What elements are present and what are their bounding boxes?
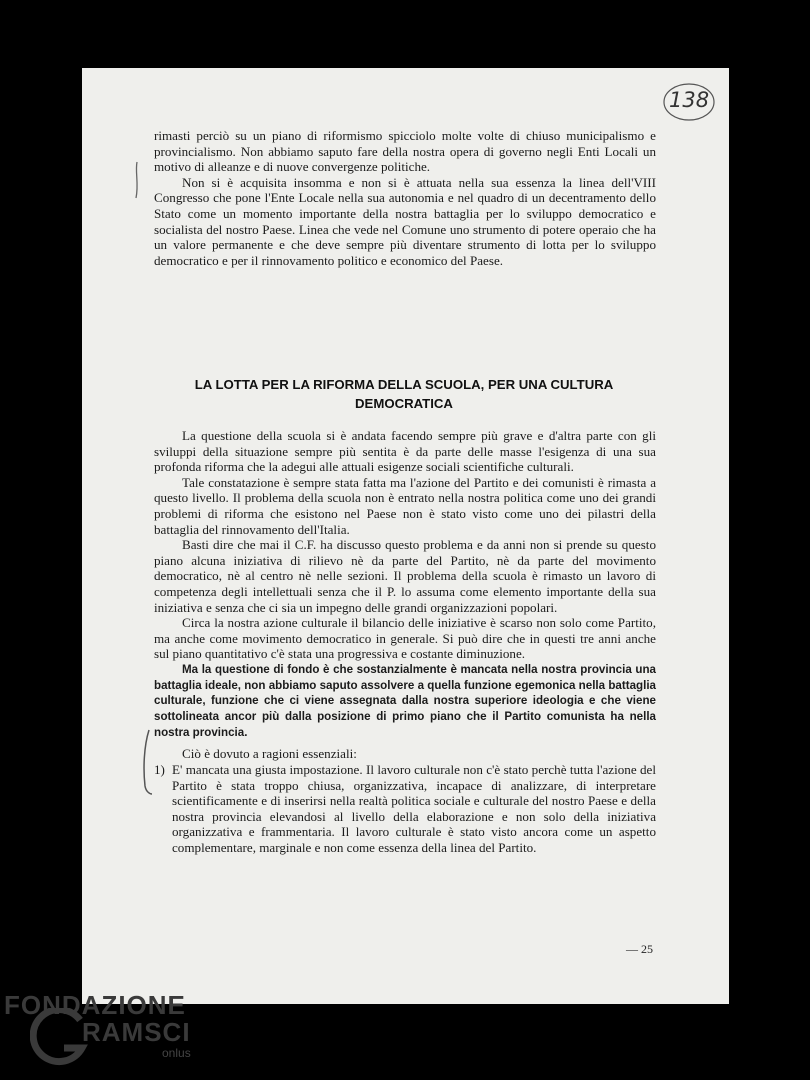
- page-number: — 25: [626, 942, 653, 956]
- paragraph: Circa la nostra azione culturale il bilancio delle iniziative è scarso non solo come Partito, ma anche come movimento democratico in generale. Si può dire che in questi tre anni anche sul piano quantitativo c'è stata una progressiva e costante diminuzione.: [154, 615, 656, 662]
- watermark-line1: FONDAZIONE: [4, 990, 186, 1020]
- paragraph: Tale constatazione è sempre stata fatta ma l'azione del Partito e dei comunisti è rimasta a questo livello. Il problema della scuola non è entrato nella nostra politica come uno dei grandi problemi di riforma che esistono nel Paese non è stato visto come uno dei pilastri della battaglia del rinnovamento dell'Italia.: [154, 474, 656, 537]
- watermark-line2: RAMSCI: [82, 1017, 191, 1047]
- list-item: [154, 762, 656, 856]
- paragraph: Ciò è dovuto a ragioni essenziali:: [182, 746, 357, 762]
- paragraph: rimasti perciò su un piano di riformismo spicciolo molte volte di chiuso municipalismo e provincialismo. Non abbiamo saputo fare della nostra opera di governo negli Enti Locali un motivo di alleanze e di nuove convergenze politiche.: [154, 128, 656, 175]
- paragraph: La questione della scuola si è andata facendo sempre più grave e d'altra parte con gli sviluppi della situazione sempre più sentita è da parte delle masse l'esigenza di una sua profonda riforma che la adegui alle attuali esigenze sociali scientifiche culturali.: [154, 428, 656, 475]
- document-page: [82, 68, 729, 1004]
- bold-paragraph: Ma la questione di fondo è che sostanzialmente è mancata nella nostra provincia una battaglia ideale, non abbiamo saputo assolvere a quella funzione egemonica nella battaglia culturale, funzione che ci viene assegnata dalla nostra superiore ideologia e che viene sottolineata ancor più dalla posizione di primo piano che il Partito comunista ha nella nostra provincia.: [154, 662, 656, 739]
- section-heading: [154, 375, 654, 413]
- watermark-line3: onlus: [162, 1046, 191, 1060]
- paragraph: Non si è acquisita insomma e non si è attuata nella sua essenza la linea dell'VIII Congresso che pone l'Ente Locale nella sua autonomia e nel quadro di un decentramento dello Stato come un momento importante della nostra battaglia per lo sviluppo democratico e socialista del nostro Paese. Linea che vede nel Comune uno strumento di potere operaio che ha un valore permanente e che deve sempre più diventare strumento di lotta per lo sviluppo democratico e per il rinnovamento politico e economico del Paese.: [154, 174, 656, 268]
- heading-line: DEMOCRATICA: [355, 396, 453, 411]
- list-item-text: E' mancata una giusta impostazione. Il lavoro culturale non c'è stato perchè tutta l'azione del Partito è stata troppo chiusa, organizzativa, incapace di analizzare, di interpretare scientificamente e di inserirsi nella realtà politica sociale e culturale del nostro Paese e della nostra provincia elevandosi al livello della elaborazione e non solo della iniziativa organizzativa e frammentaria. Il lavoro culturale è stato visto ancora come un aspetto complementare, marginale e non come essenza della linea del Partito.: [172, 762, 656, 855]
- section-school-reform: [154, 428, 656, 856]
- margin-pencil-bracket: [140, 728, 154, 798]
- heading-line: LA LOTTA PER LA RIFORMA DELLA SCUOLA, PER UNA CULTURA: [194, 377, 614, 392]
- margin-pencil-mark: [132, 160, 142, 200]
- handwritten-page-annotation: [667, 84, 715, 124]
- list-number: 1): [154, 762, 165, 778]
- section-local-government: [154, 128, 656, 268]
- fondazione-gramsci-watermark: [4, 990, 214, 1075]
- paragraph: Basti dire che mai il C.F. ha discusso questo problema e da anni non si prende su questo piano alcuna iniziativa di rilievo nè da parte del Partito, nè da parte del movimento democratico, nè al centro nè nelle sezioni. Il problema della scuola è rimasto un lavoro di competenza degli intellettuali senza che il P. lo assuma come elemento importante della sua iniziativa e senza che ci sia un impegno delle grandi organizzazioni popolari.: [154, 537, 656, 615]
- annotation-number: 138: [669, 88, 710, 112]
